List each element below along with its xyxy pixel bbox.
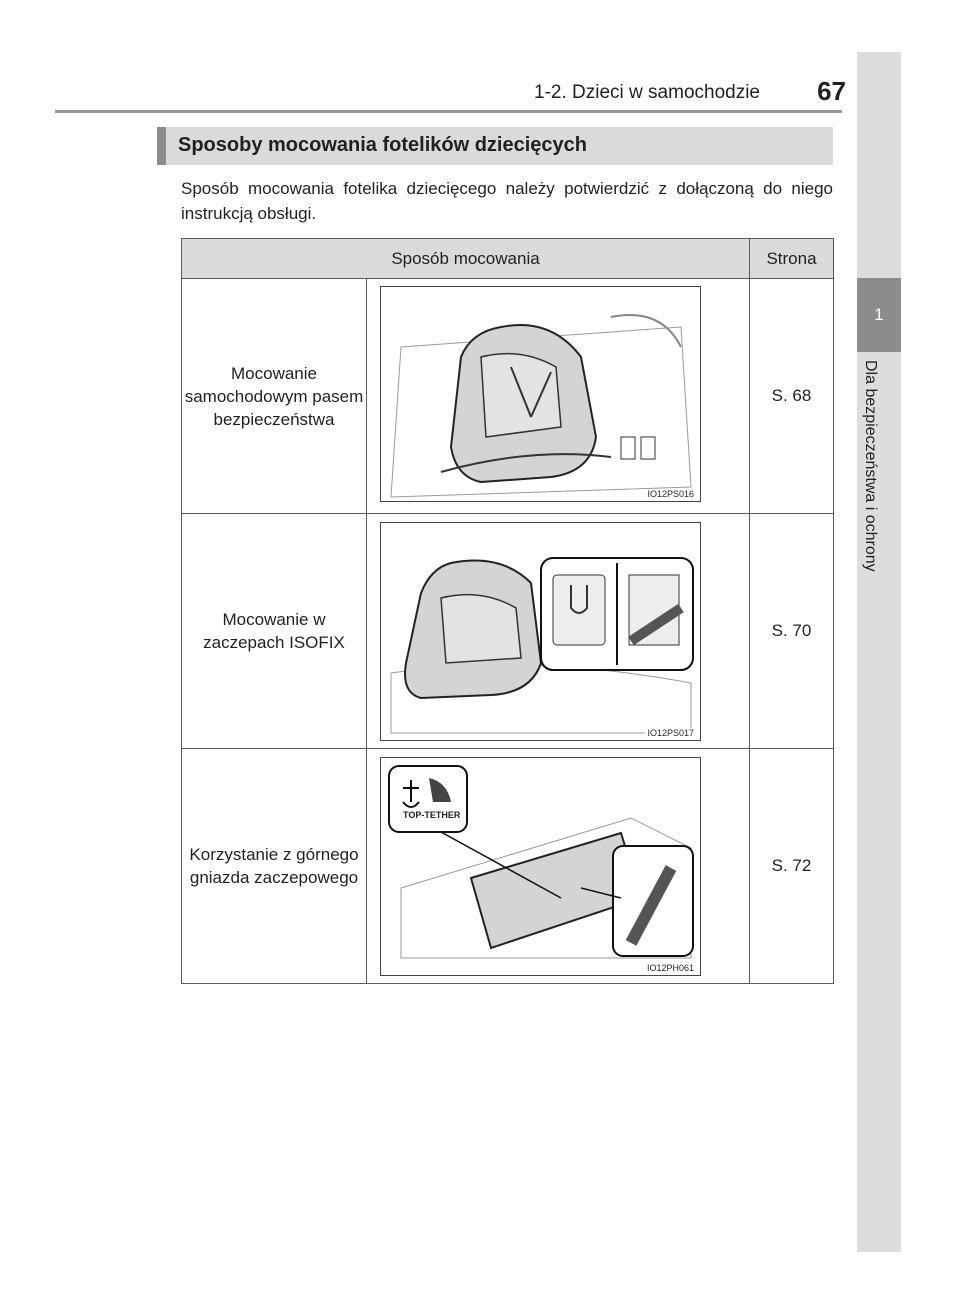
header-rule — [55, 110, 842, 113]
isofix-mount-illustration — [380, 522, 701, 741]
method-cell: Korzystanie z górnego gniazda zaczepowego — [182, 749, 367, 984]
column-header-method: Sposób mocowania — [182, 239, 750, 279]
top-tether-icon — [381, 758, 700, 975]
table-row — [182, 749, 834, 984]
figure-code: IO12PH061 — [646, 963, 694, 973]
illustration-cell — [367, 749, 750, 984]
chapter-side-tab — [857, 52, 901, 1252]
isofix-anchor-icon — [381, 523, 700, 740]
page-reference: S. 68 — [750, 279, 834, 514]
top-tether-mount-illustration — [380, 757, 701, 976]
mounting-methods-table — [181, 238, 834, 984]
table-header-row — [182, 239, 834, 279]
table-row — [182, 279, 834, 514]
column-header-page: Strona — [750, 239, 834, 279]
section-heading-accent — [157, 127, 166, 165]
table-row — [182, 514, 834, 749]
page-reference: S. 70 — [750, 514, 834, 749]
figure-code: IO12PS017 — [647, 728, 694, 738]
intro-paragraph: Sposób mocowania fotelika dziecięcego należy potwierdzić z dołączoną do niego instrukcją obsługi. — [181, 179, 833, 223]
top-tether-badge: TOP-TETHER — [403, 810, 461, 820]
seatbelt-mount-illustration — [380, 286, 701, 502]
figure-code: IO12PS016 — [647, 489, 694, 499]
method-cell: Mocowanie w zaczepach ISOFIX — [182, 514, 367, 749]
section-title: Sposoby mocowania fotelików dziecięcych — [178, 134, 587, 156]
page-number: 67 — [817, 76, 846, 106]
illustration-cell — [367, 514, 750, 749]
child-seat-icon — [381, 287, 700, 501]
chapter-label: Dla bezpieczeństwa i ochrony — [862, 360, 879, 572]
illustration-cell — [367, 279, 750, 514]
chapter-number: 1 — [857, 278, 901, 352]
page-reference: S. 72 — [750, 749, 834, 984]
running-header: 1-2. Dzieci w samochodzie — [534, 82, 760, 103]
method-cell: Mocowanie samochodowym pasem bezpieczeństwa — [182, 279, 367, 514]
